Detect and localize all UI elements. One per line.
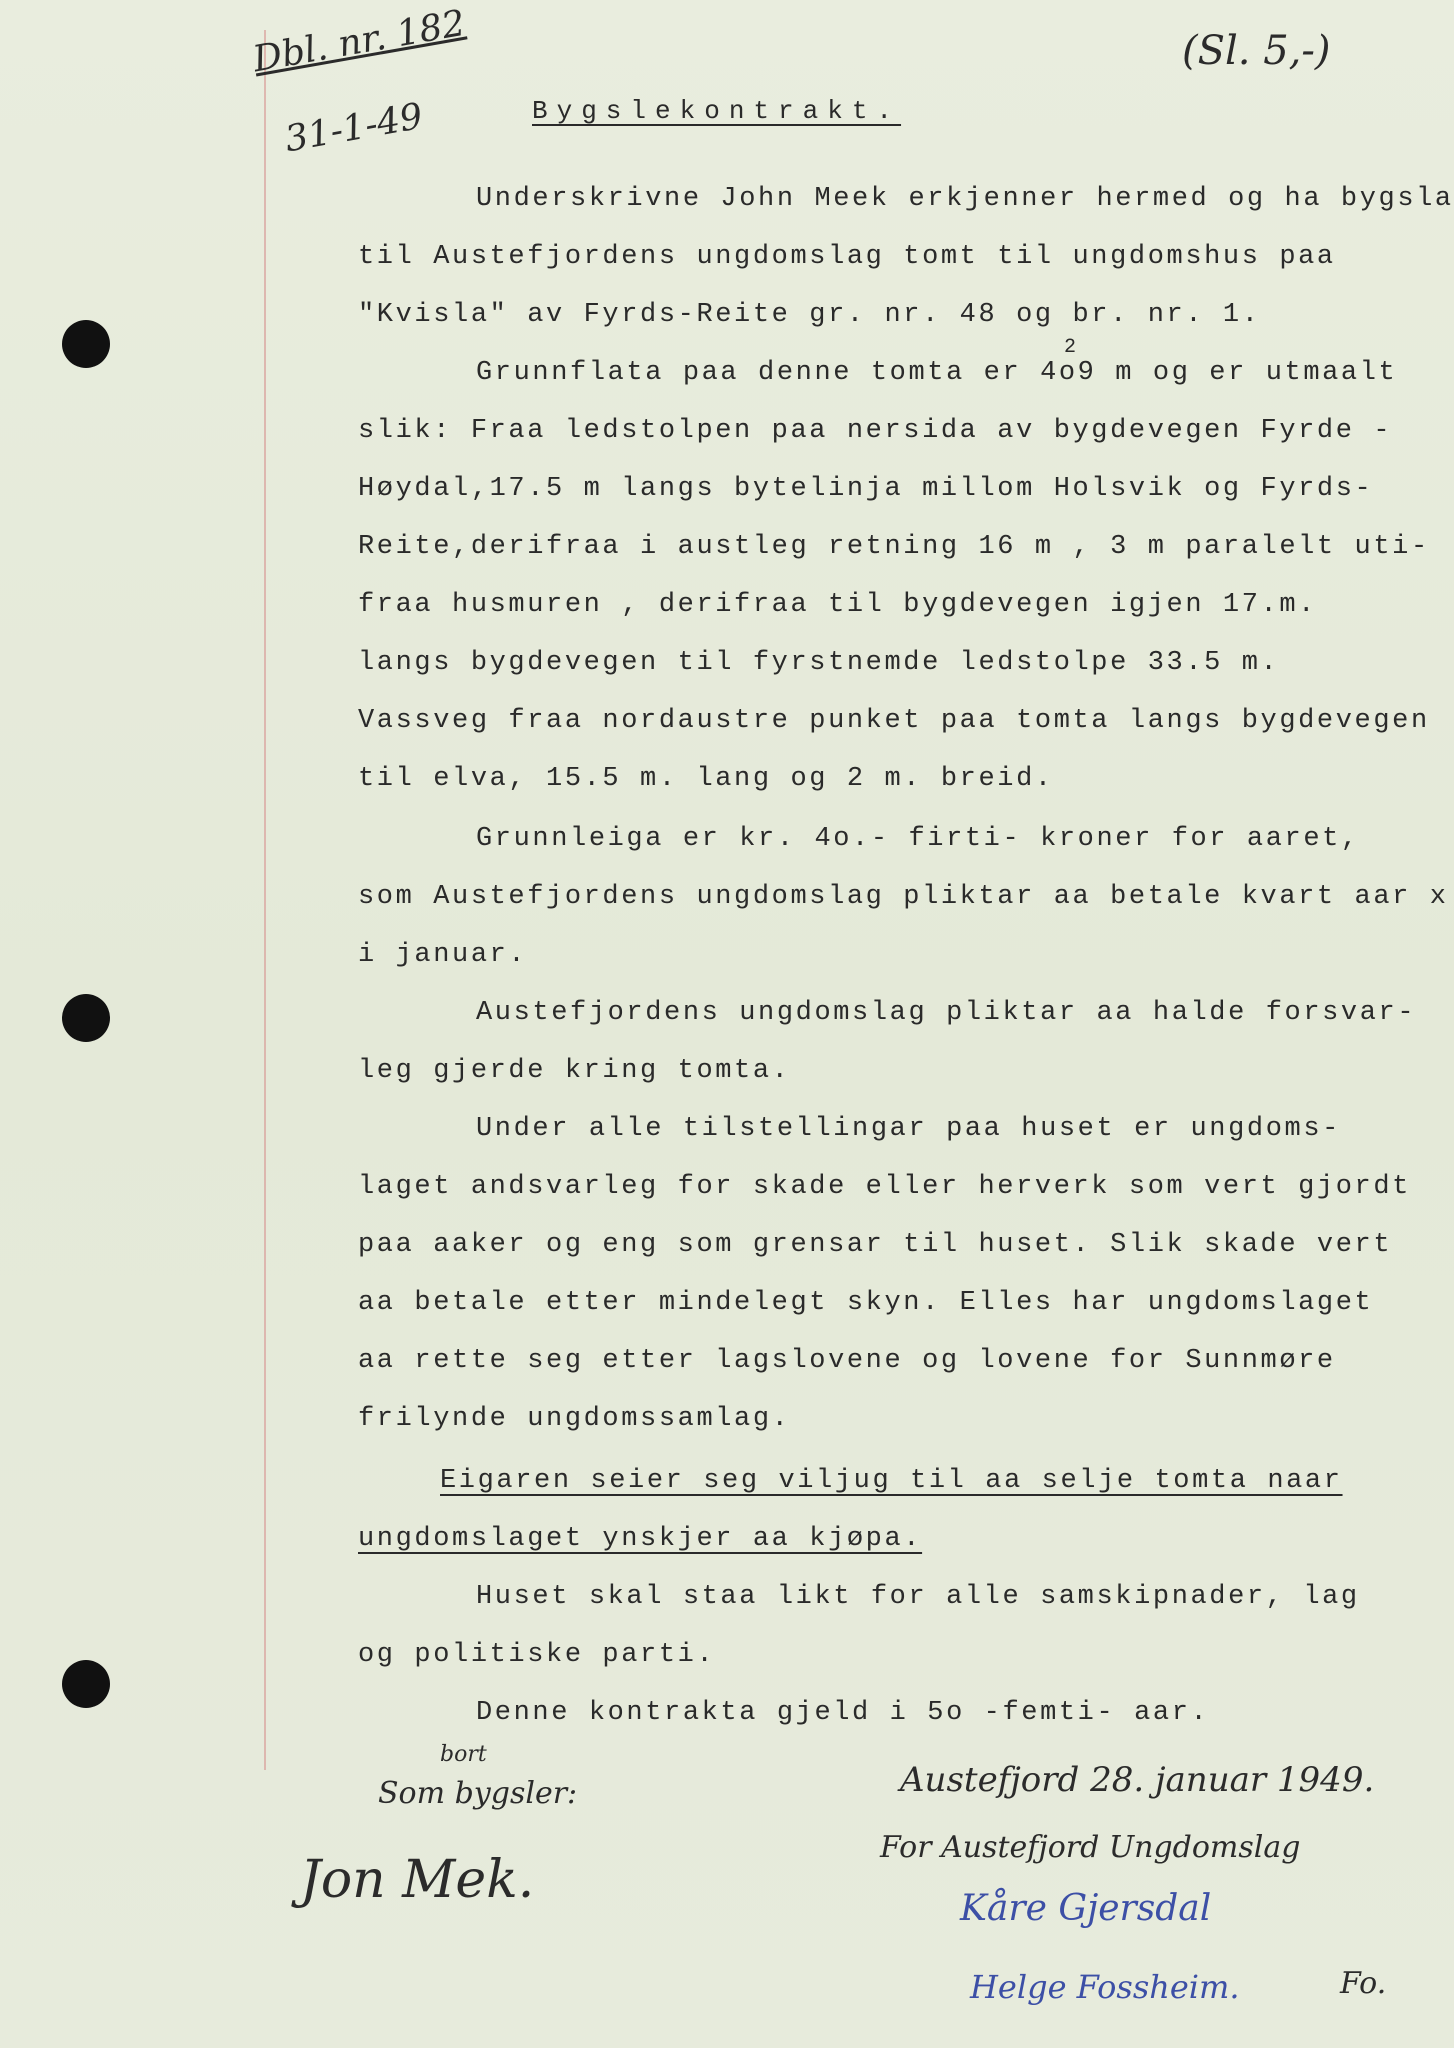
text-line: langs bygdevegen til fyrstnemde ledstolpe 33.5 m.	[358, 648, 1280, 678]
text-line: paa aaker og eng som grensar til huset. Slik skade vert	[358, 1230, 1393, 1260]
place-date: Austefjord 28. januar 1949.	[900, 1760, 1375, 1800]
text-line: Høydal,17.5 m langs bytelinja millom Holsvik og Fyrds-	[358, 474, 1374, 504]
text-line: "Kvisla" av Fyrds-Reite gr. nr. 48 og br. nr. 1.	[358, 300, 1261, 330]
text-line: og politiske parti.	[358, 1640, 716, 1670]
registry-date: 31-1-49	[282, 95, 426, 161]
text-line: til Austefjordens ungdomslag tomt til ungdomshus paa	[358, 242, 1336, 272]
text-line: frilynde ungdomssamlag.	[358, 1404, 791, 1434]
lessee-signature: Jon Mek.	[300, 1850, 535, 1910]
text-line: Grunnflata paa denne tomta er 4o9 m og er utmaalt	[476, 358, 1398, 388]
text-line: leg gjerde kring tomta.	[358, 1056, 791, 1086]
text-line: laget andsvarleg for skade eller herverk som vert gjordt	[358, 1172, 1411, 1202]
text-line: Reite,derifraa i austleg retning 16 m , 3 m paralelt uti-	[358, 532, 1430, 562]
fee-note: (Sl. 5,-)	[1182, 28, 1331, 74]
text-line: Underskrivne John Meek erkjenner hermed og ha bygsla	[476, 184, 1454, 214]
caption-insert: bort	[440, 1742, 487, 1767]
lessee-caption: Som bygsler:	[378, 1776, 578, 1811]
underlined-clause: Eigaren seier seg viljug til aa selje tomta naar	[440, 1466, 1343, 1496]
punch-hole	[62, 1660, 110, 1708]
underlined-clause: ungdomslaget ynskjer aa kjøpa.	[358, 1524, 923, 1554]
registry-number: Dbl. nr. 182	[250, 2, 469, 81]
text-line: aa rette seg etter lagslovene og lovene for Sunnmøre	[358, 1346, 1336, 1376]
margin-rule	[264, 30, 266, 1770]
document-title: Bygslekontrakt.	[532, 96, 902, 126]
text-line: i januar.	[358, 940, 528, 970]
text-line: til elva, 15.5 m. lang og 2 m. breid.	[358, 764, 1054, 794]
text-line: Grunnleiga er kr. 4o.- firti- kroner for aaret,	[476, 824, 1360, 854]
punch-hole	[62, 994, 110, 1042]
text-line: fraa husmuren , derifraa til bygdevegen igjen 17.m.	[358, 590, 1317, 620]
signature: Kåre Gjersdal	[960, 1888, 1212, 1929]
text-line: Under alle tilstellingar paa huset er ungdoms-	[476, 1114, 1341, 1144]
text-line: som Austefjordens ungdomslag pliktar aa betale kvart aar x	[358, 882, 1449, 912]
signature: Helge Fossheim.	[970, 1968, 1240, 2006]
punch-hole	[62, 320, 110, 368]
text-line: Huset skal staa likt for alle samskipnader, lag	[476, 1582, 1360, 1612]
signature-suffix: Fo.	[1340, 1966, 1387, 2001]
text-line: aa betale etter mindelegt skyn. Elles har ungdomslaget	[358, 1288, 1374, 1318]
text-line: Denne kontrakta gjeld i 5o -femti- aar.	[476, 1698, 1210, 1728]
area-superscript: 2	[1064, 336, 1077, 359]
text-line: Vassveg fraa nordaustre punket paa tomta langs bygdevegen	[358, 706, 1430, 736]
org-caption: For Austefjord Ungdomslag	[880, 1830, 1301, 1865]
text-line: Austefjordens ungdomslag pliktar aa halde forsvar-	[476, 998, 1417, 1028]
text-line: slik: Fraa ledstolpen paa nersida av bygdevegen Fyrde -	[358, 416, 1393, 446]
